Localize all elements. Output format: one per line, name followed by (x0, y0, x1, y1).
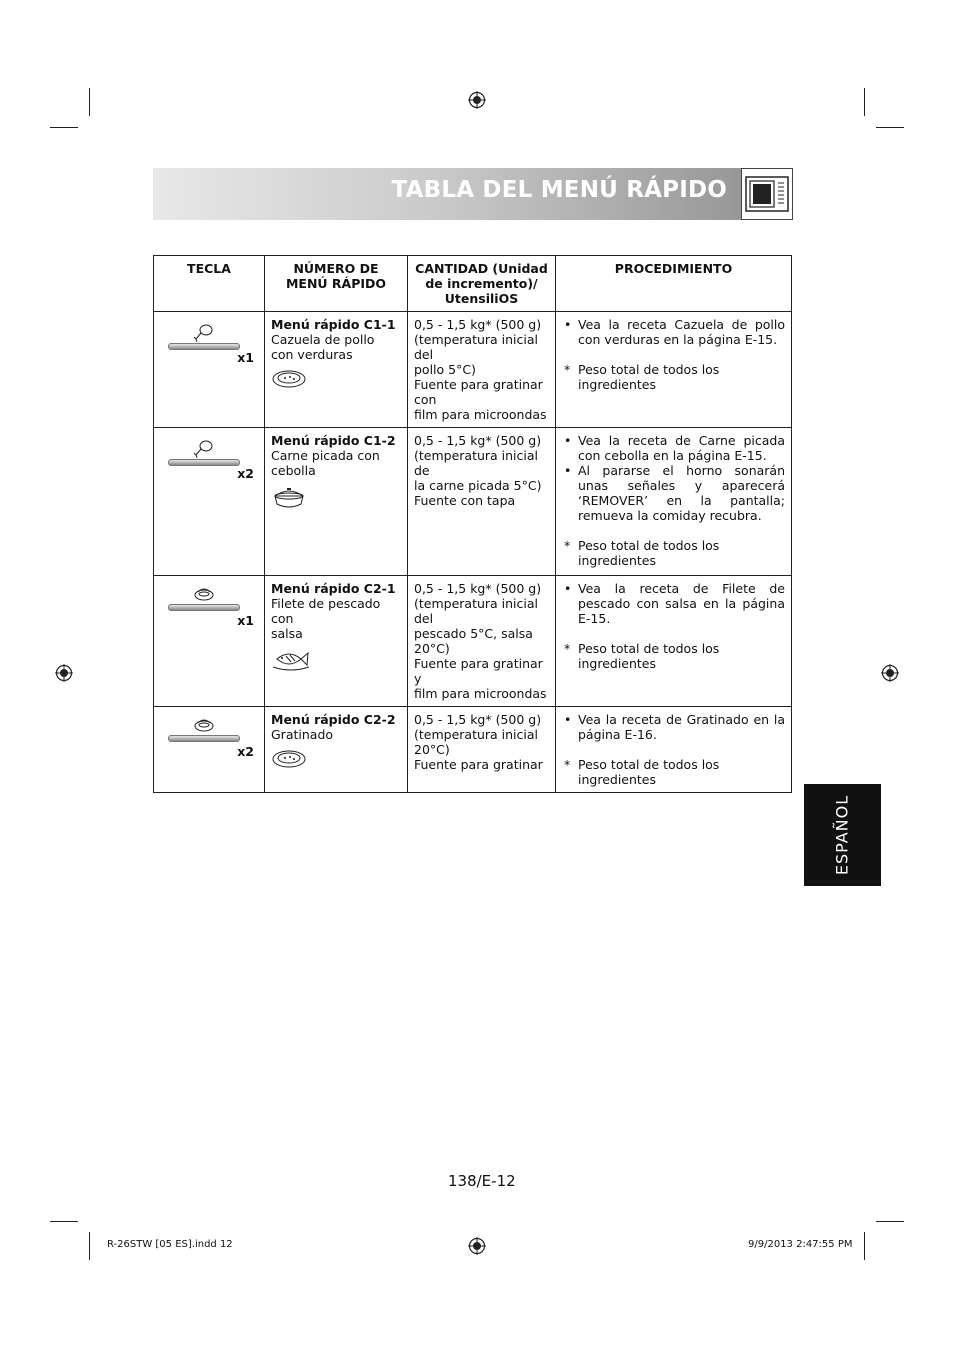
quantity-cell (408, 428, 556, 576)
procedure-step (562, 581, 785, 626)
procedure-step (562, 712, 785, 742)
procedure-cell (556, 312, 792, 428)
quantity-line: (temperatura inicial del (414, 596, 539, 626)
procedure-list (562, 712, 785, 742)
quick-menu-table (153, 255, 792, 793)
procedure-list (562, 581, 785, 626)
column-header-procedure: PROCEDIMIENTO (556, 256, 792, 312)
quantity-line: 0,5 - 1,5 kg* (500 g) (414, 712, 542, 727)
procedure-step-text: Vea la receta de Carne picada con cebolla en la página E-15. (578, 433, 785, 463)
registration-mark-icon (468, 1237, 486, 1255)
weight-note (562, 538, 785, 568)
quantity-line: 0,5 - 1,5 kg* (500 g) (414, 317, 542, 332)
language-tab-label: ESPAÑOL (832, 794, 852, 876)
key-cell (154, 707, 265, 793)
table-row (154, 576, 792, 707)
dish-name-line: Carne picada con (271, 448, 380, 463)
quantity-line: la carne picada 5°C) (414, 478, 542, 493)
procedure-step (562, 433, 785, 463)
key-button-bar (168, 735, 240, 742)
key-cell (154, 428, 265, 576)
column-header-key: TECLA (154, 256, 265, 312)
quantity-cell (408, 312, 556, 428)
press-count: x2 (237, 744, 254, 759)
quantity-line: pescado 5°C, salsa (414, 626, 533, 641)
quantity-line: 20°C) (414, 641, 450, 656)
page-title-banner (153, 168, 793, 220)
registration-mark-icon (881, 664, 899, 682)
chicken-leg-icon (192, 437, 216, 459)
press-count: x1 (237, 613, 254, 628)
quantity-line: film para microondas (414, 407, 547, 422)
table-header-row (154, 256, 792, 312)
quantity-line: Fuente con tapa (414, 493, 516, 508)
dish-name-line: Gratinado (271, 727, 334, 742)
key-button-bar (168, 604, 240, 611)
procedure-cell (556, 428, 792, 576)
press-count: x1 (237, 350, 254, 365)
weight-note (562, 757, 785, 787)
bullet: • (564, 712, 572, 727)
dish-name-line: con verduras (271, 347, 353, 362)
chicken-leg-icon (192, 321, 216, 343)
procedure-cell (556, 576, 792, 707)
quantity-cell (408, 707, 556, 793)
weight-note (562, 641, 785, 671)
dish-name-line: Cazuela de pollo (271, 332, 375, 347)
quantity-line: 0,5 - 1,5 kg* (500 g) (414, 433, 542, 448)
key-button-bar (168, 459, 240, 466)
fish-icon (271, 647, 311, 671)
footer-file-name: R-26STW [05 ES].indd 12 (107, 1239, 233, 1250)
bullet: • (564, 317, 572, 332)
weight-note-text: Peso total de todos los ingredientes (578, 757, 720, 787)
menu-number-cell (265, 707, 408, 793)
quantity-line: Fuente para gratinar y (414, 656, 543, 686)
gratin-dish-icon (271, 368, 307, 390)
quantity-line: 0,5 - 1,5 kg* (500 g) (414, 581, 542, 596)
menu-number-cell (265, 576, 408, 707)
crop-mark (864, 88, 865, 116)
procedure-step-text: Vea la receta de Filete de pescado con salsa en la página E-15. (578, 581, 785, 626)
dish-name-line: Filete de pescado con (271, 596, 381, 626)
language-tab (804, 784, 881, 886)
dish-name-line: cebolla (271, 463, 316, 478)
procedure-list (562, 433, 785, 523)
procedure-step (562, 463, 785, 523)
bullet: • (564, 433, 572, 448)
menu-name: Menú rápido C1-2 (271, 433, 396, 448)
press-count: x2 (237, 466, 254, 481)
page-number: 138/E-12 (448, 1172, 516, 1190)
quantity-cell (408, 576, 556, 707)
crop-mark (89, 1232, 90, 1260)
menu-name: Menú rápido C1-1 (271, 317, 396, 332)
bullet: • (564, 581, 572, 596)
procedure-step (562, 317, 785, 347)
crop-mark (864, 1232, 865, 1260)
weight-note-text: Peso total de todos los ingredientes (578, 641, 720, 671)
column-header-menu-number: NÚMERO DE MENÚ RÁPIDO (265, 256, 408, 312)
footer-timestamp: 9/9/2013 2:47:55 PM (748, 1239, 853, 1250)
column-header-quantity: CANTIDAD (Unidad de incremento)/ UtensiliOS (408, 256, 556, 312)
table-row (154, 312, 792, 428)
procedure-step-text: Vea la receta de Gratinado en la página E-16. (578, 712, 785, 742)
quantity-line: (temperatura inicial (414, 727, 539, 742)
bullet: • (564, 463, 572, 478)
asterisk: * (564, 757, 571, 772)
crop-mark (876, 127, 904, 128)
table-row (154, 707, 792, 793)
menu-number-cell (265, 428, 408, 576)
procedure-cell (556, 707, 792, 793)
fish-dish-icon (192, 583, 216, 603)
procedure-list (562, 317, 785, 347)
quantity-line: film para microondas (414, 686, 547, 701)
registration-mark-icon (55, 664, 73, 682)
menu-name: Menú rápido C2-2 (271, 712, 396, 727)
page-title: TABLA DEL MENÚ RÁPIDO (391, 177, 727, 203)
menu-number-cell (265, 312, 408, 428)
crop-mark (876, 1221, 904, 1222)
asterisk: * (564, 538, 571, 553)
quantity-line: (temperatura inicial del (414, 332, 539, 362)
key-cell (154, 576, 265, 707)
procedure-step-text: Vea la receta Cazuela de pollo con verduras en la página E-15. (578, 317, 785, 347)
quantity-line: Fuente para gratinar (414, 757, 543, 772)
key-cell (154, 312, 265, 428)
asterisk: * (564, 641, 571, 656)
quantity-line: Fuente para gratinar con (414, 377, 543, 407)
weight-note-text: Peso total de todos los ingredientes (578, 538, 720, 568)
table-row (154, 428, 792, 576)
key-button-bar (168, 343, 240, 350)
menu-name: Menú rápido C2-1 (271, 581, 396, 596)
crop-mark (89, 88, 90, 116)
lidded-dish-icon (271, 484, 307, 510)
quantity-line: (temperatura inicial de (414, 448, 539, 478)
quantity-line: pollo 5°C) (414, 362, 476, 377)
quantity-line: 20°C) (414, 742, 450, 757)
gratin-dish-icon (271, 748, 307, 770)
microwave-oven-icon (741, 168, 793, 220)
weight-note-text: Peso total de todos los ingredientes (578, 362, 720, 392)
dish-name-line: salsa (271, 626, 303, 641)
fish-dish-icon (192, 714, 216, 734)
crop-mark (50, 1221, 78, 1222)
registration-mark-icon (468, 91, 486, 109)
weight-note (562, 362, 785, 392)
asterisk: * (564, 362, 571, 377)
crop-mark (50, 127, 78, 128)
procedure-step-text: Al pararse el horno sonarán unas señales y aparecerá ‘REMOVER’ en la pantalla; remueva la comiday recubra. (578, 463, 785, 523)
